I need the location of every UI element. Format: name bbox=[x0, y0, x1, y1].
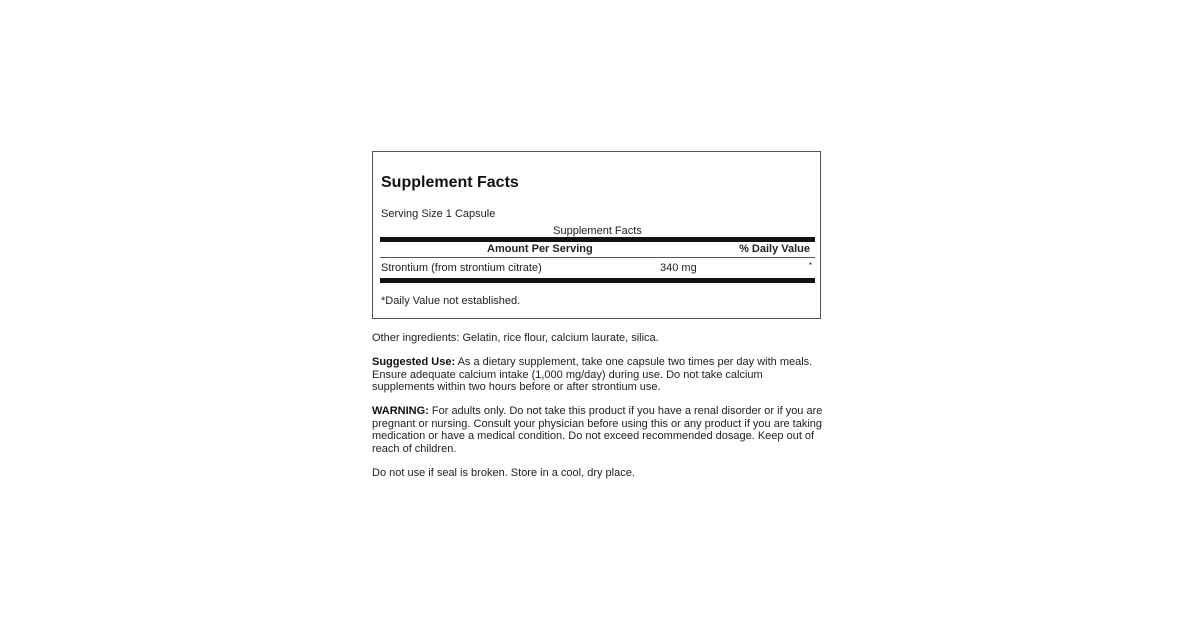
suggested-use-text: As a dietary supplement, take one capsule two times per day with meals. Ensure adequate calcium intake (1,000 mg/day) during use. Do not take calcium supplements within two hours before or after strontium use. bbox=[372, 356, 813, 393]
header-daily-value: % Daily Value bbox=[739, 243, 810, 255]
warning-paragraph bbox=[372, 405, 824, 455]
serving-size: Serving Size 1 Capsule bbox=[381, 208, 496, 220]
header-amount-per-serving: Amount Per Serving bbox=[487, 243, 593, 255]
warning-label: WARNING: bbox=[372, 405, 429, 417]
suggested-use-label: Suggested Use: bbox=[372, 356, 456, 368]
thin-divider bbox=[380, 257, 815, 258]
suggested-use-paragraph bbox=[372, 356, 824, 394]
nutrient-amount: 340 mg bbox=[660, 262, 697, 274]
other-ingredients: Other ingredients: Gelatin, rice flour, calcium laurate, silica. bbox=[372, 332, 659, 344]
thick-divider-top bbox=[380, 237, 815, 242]
table-caption: Supplement Facts bbox=[553, 225, 642, 237]
nutrient-daily-value: * bbox=[808, 261, 812, 270]
facts-title: Supplement Facts bbox=[381, 174, 519, 191]
thick-divider-bottom bbox=[380, 278, 815, 283]
warning-text: For adults only. Do not take this product if you have a renal disorder or if you are pregnant or nursing. Consult your physician before using this or any product if you are taking medication or have a medical condition. Do not exceed recommended dosage. Keep out of reach of children. bbox=[372, 405, 823, 455]
supplement-facts-panel bbox=[372, 151, 821, 319]
nutrient-name: Strontium (from strontium citrate) bbox=[381, 262, 542, 274]
storage-instructions: Do not use if seal is broken. Store in a cool, dry place. bbox=[372, 467, 635, 479]
daily-value-footnote: *Daily Value not established. bbox=[381, 295, 521, 307]
